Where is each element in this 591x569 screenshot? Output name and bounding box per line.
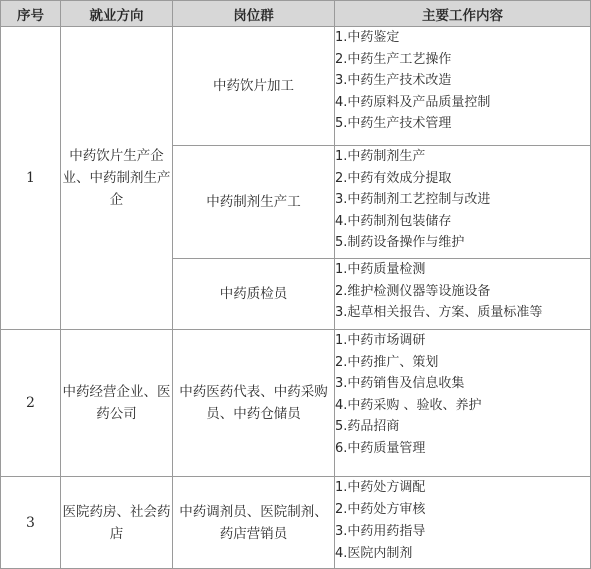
table-row xyxy=(1,27,591,146)
direction-cell: 中药经营企业、医药公司 xyxy=(61,330,173,477)
tasks-cell xyxy=(335,259,591,330)
task-item: 3.起草相关报告、方案、质量标准等 xyxy=(335,305,543,321)
tasks-cell xyxy=(335,330,591,477)
task-item: 2.维护检测仪器等设施设备 xyxy=(335,283,491,299)
direction-cell: 医院药房、社会药店 xyxy=(61,477,173,569)
header-positions: 岗位群 xyxy=(173,1,335,27)
task-item: 3.中药制剂工艺控制与改进 xyxy=(335,192,491,208)
task-item: 1.中药制剂生产 xyxy=(335,149,426,164)
tasks-cell xyxy=(335,27,591,146)
header-seq: 序号 xyxy=(1,1,61,27)
task-item: 4.医院内制剂 xyxy=(335,546,413,561)
seq-cell: 2 xyxy=(1,330,61,477)
task-item: 2.中药生产工艺操作 xyxy=(335,51,452,67)
task-item: 4.中药制剂包装储存 xyxy=(335,213,452,229)
task-item: 3.中药销售及信息收集 xyxy=(335,376,465,392)
task-item: 5.制药设备操作与维护 xyxy=(335,235,465,251)
position-cell: 中药制剂生产工 xyxy=(173,146,335,259)
seq-cell: 3 xyxy=(1,477,61,569)
task-item: 2.中药处方审核 xyxy=(335,502,426,517)
tasks-cell xyxy=(335,477,591,569)
task-item: 1.中药质量检测 xyxy=(335,262,426,277)
task-item: 1.中药市场调研 xyxy=(335,333,426,348)
header-direction: 就业方向 xyxy=(61,1,173,27)
task-item: 2.中药有效成分提取 xyxy=(335,170,452,186)
seq-cell: 1 xyxy=(1,27,61,330)
task-item: 2.中药推广、策划 xyxy=(335,354,439,370)
task-item: 3.中药用药指导 xyxy=(335,524,426,539)
position-cell: 中药质检员 xyxy=(173,259,335,330)
task-item: 5.中药生产技术管理 xyxy=(335,116,452,132)
table-row xyxy=(1,330,591,477)
task-item: 4.中药采购 、验收、养护 xyxy=(335,397,482,413)
task-item: 3.中药生产技术改造 xyxy=(335,73,452,89)
task-item: 1.中药鉴定 xyxy=(335,30,400,45)
table-row xyxy=(1,477,591,569)
task-item: 4.中药原料及产品质量控制 xyxy=(335,94,491,110)
task-item: 6.中药质量管理 xyxy=(335,440,426,456)
table-header-row xyxy=(1,1,591,27)
position-cell: 中药饮片加工 xyxy=(173,27,335,146)
task-item: 1.中药处方调配 xyxy=(335,480,426,495)
task-item: 5.药品招商 xyxy=(335,419,400,435)
position-cell: 中药医药代表、中药采购员、中药仓储员 xyxy=(173,330,335,477)
position-cell: 中药调剂员、医院制剂、药店营销员 xyxy=(173,477,335,569)
tasks-cell xyxy=(335,146,591,259)
header-tasks: 主要工作内容 xyxy=(335,1,591,27)
direction-cell: 中药饮片生产企业、中药制剂生产企 xyxy=(61,27,173,330)
